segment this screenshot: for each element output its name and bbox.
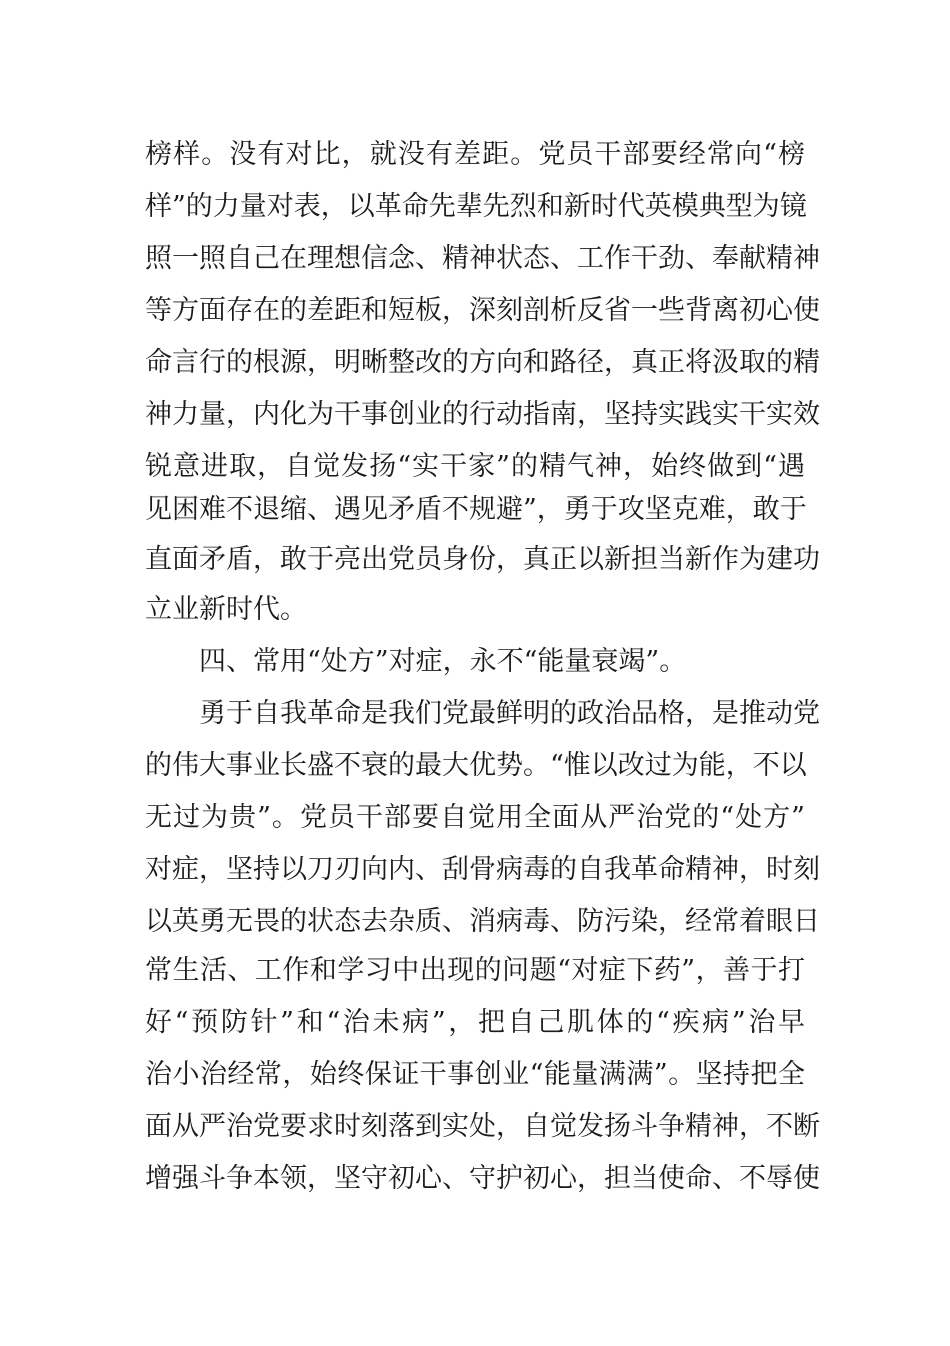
paragraph-line: 照一照自己在理想信念、精神状态、工作干劲、奉献精神 xyxy=(145,243,820,274)
paragraph-line: 神力量，内化为干事创业的行动指南，坚持实践实干实效 xyxy=(145,399,820,430)
paragraph-line: 常生活、工作和学习中出现的问题“对症下药”，善于打 xyxy=(145,955,805,986)
section-heading: 四、常用“处方”对症，永不“能量衰竭”。 xyxy=(199,646,687,677)
paragraph-line: 增强斗争本领，坚守初心、守护初心，担当使命、不辱使 xyxy=(145,1163,820,1194)
paragraph-line: 以英勇无畏的状态去杂质、消病毒、防污染，经常着眼日 xyxy=(145,906,820,937)
paragraph-line: 命言行的根源，明晰整改的方向和路径，真正将汲取的精 xyxy=(145,347,820,378)
paragraph-line: 直面矛盾，敢于亮出党员身份，真正以新担当新作为建功 xyxy=(145,544,820,575)
paragraph-line: 锐意进取，自觉发扬“实干家”的精气神，始终做到“遇 xyxy=(145,451,805,482)
paragraph-line: 好“预防针”和“治未病”，把自己肌体的“疾病”治早 xyxy=(145,1007,805,1038)
paragraph-line: 样”的力量对表，以革命先辈先烈和新时代英模典型为镜 xyxy=(145,191,807,222)
paragraph-line: 见困难不退缩、遇见矛盾不规避”，勇于攻坚克难，敢于 xyxy=(145,494,807,525)
paragraph-line: 的伟大事业长盛不衰的最大优势。“惟以改过为能，不以 xyxy=(145,750,807,781)
paragraph-line: 等方面存在的差距和短板，深刻剖析反省一些背离初心使 xyxy=(145,295,820,326)
paragraph-line: 榜样。没有对比，就没有差距。党员干部要经常向“榜 xyxy=(145,139,805,170)
paragraph-line: 治小治经常，始终保证干事创业“能量满满”。坚持把全 xyxy=(145,1059,805,1090)
paragraph-line: 无过为贵”。党员干部要自觉用全面从严治党的“处方” xyxy=(145,802,805,833)
paragraph-line: 面从严治党要求时刻落到实处，自觉发扬斗争精神，不断 xyxy=(145,1111,820,1142)
paragraph-line: 对症，坚持以刀刃向内、刮骨病毒的自我革命精神，时刻 xyxy=(145,854,820,885)
paragraph-line: 勇于自我革命是我们党最鲜明的政治品格，是推动党 xyxy=(199,698,820,729)
paragraph-line: 立业新时代。 xyxy=(145,594,307,625)
